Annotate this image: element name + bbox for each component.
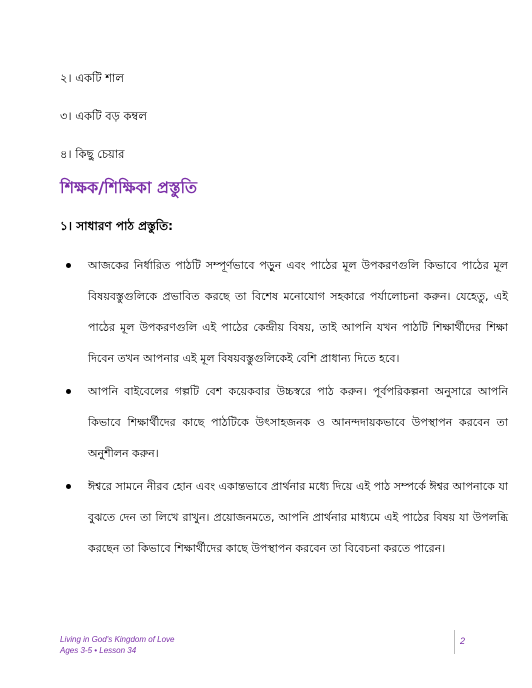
bullet-text: আপনি বাইবেলের গল্পটি বেশ কয়েকবার উচ্চস্বরে পাঠ করুন। পূর্বপরিকল্পনা অনুসারে আপনি কিভাবে শিক্ষার্থীদের কাছে পাঠটিকে উৎসাহজনক ও আনন্দদায়কভাবে উপস্থাপন করবেন তা অনুশীলন করুন। xyxy=(88,385,508,460)
bullet-dot-icon xyxy=(66,389,71,394)
footer xyxy=(60,634,174,656)
list-item: ৩। একটি বড় কম্বল xyxy=(60,109,147,123)
bullet-text: ঈশ্বরে সামনে নীরব হোন এবং একান্তভাবে প্রার্থনার মধ্যে দিয়ে এই পাঠ সম্পর্কে ঈশ্বর আপনাকে যা বুঝতে দেন তা লিখে রাখুন। প্রয়োজনমতে, আপনি প্রার্থনার মাধ্যমে এই পাঠের বিষয় যা উপলব্ধি করছেন তা কিভাবে শিক্ষার্থীদের কাছে উপস্থাপন করবেন তা বিবেচনা করতে পারেন। xyxy=(88,480,508,555)
subsection-heading: ১। সাধারণ পাঠ প্রস্তুতি: xyxy=(60,219,173,233)
bullet-item xyxy=(88,250,508,374)
footer-title: Living in God's Kingdom of Love xyxy=(60,635,175,644)
section-heading: শিক্ষক/শিক্ষিকা প্রস্তুতি xyxy=(60,178,198,197)
bullet-item xyxy=(88,471,508,564)
bullet-dot-icon xyxy=(66,484,71,489)
bullet-list xyxy=(56,250,508,566)
bullet-text: আজকের নির্ধারিত পাঠটি সম্পূর্ণভাবে পড়ুন এবং পাঠের মূল উপকরণগুলি কিভাবে পাঠের মূল বিষয়বস্তুগুলিকে প্রভাবিত করছে তা বিশেষ মনোযোগ সহকারে পর্যালোচনা করুন। যেহেতু, এই পাঠের মূল উপকরণগুলি এই পাঠের কেন্দ্রীয় বিষয়, তাই আপনি যখন পাঠটি শিক্ষার্থীদের শিক্ষা দিবেন তখন আপনার এই মূল বিষয়বস্তুগুলিকেই বেশি প্রাধান্য দিতে হবে। xyxy=(88,259,508,365)
page-number: 2 xyxy=(460,636,466,646)
footer-subtitle: Ages 3-5 • Lesson 34 xyxy=(60,646,137,655)
footer-divider xyxy=(454,630,455,654)
list-item: ২। একটি শাল xyxy=(60,71,124,85)
bullet-item xyxy=(88,376,508,469)
bullet-dot-icon xyxy=(66,263,71,268)
list-item: ৪। কিছু চেয়ার xyxy=(60,147,125,161)
